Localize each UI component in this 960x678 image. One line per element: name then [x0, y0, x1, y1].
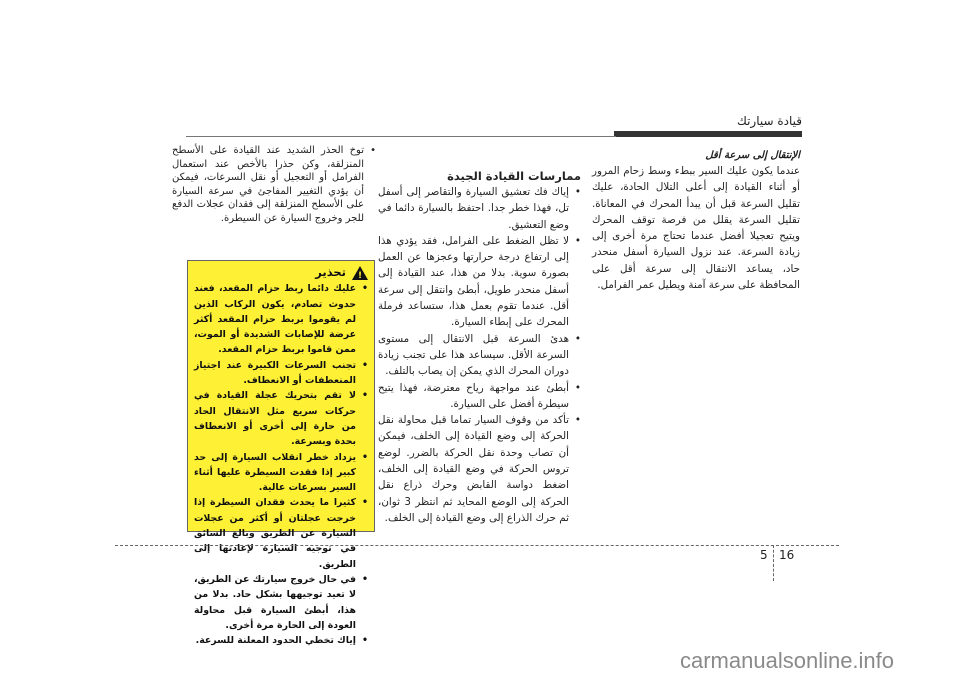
- good-driving-section: [378, 168, 581, 526]
- warning-item: • يزداد خطر انقلاب السيارة إلى حد كبير إذا فقدت السيطرة عليها أثناء السير بسرعات عالية.: [194, 450, 356, 496]
- warning-item: • كثيرا ما يحدث فقدان السيطرة إذا خرجت عجلتان أو أكثر من عجلات السيارة عن الطريق وبالغ السائق في توجيه السيارة لإعادتها إلى الطريق.: [194, 495, 356, 571]
- slippery-surface-section: [172, 144, 376, 225]
- list-item: • أبطئ عند مواجهة رياح معترضة، فهذا يتيح سيطرة أفضل على السيارة.: [378, 380, 569, 413]
- warning-triangle-icon: !: [352, 266, 368, 280]
- page-number: 16: [779, 548, 795, 562]
- warning-item: • إياك تخطي الحدود المعلنة للسرعة.: [194, 633, 356, 648]
- list-item: • تأكد من وقوف السيار تماما قبل محاولة نقل الحركة إلى وضع القيادة إلى الخلف، فيمكن أن تصاب وحدة نقل الحركة بالضرر. لوضع تروس الحركة في وضع القيادة إلى الخلف، اضغط دواسة القابض وحرك ذراع نقل الحركة إلى الوضع المحايد ثم انتظر 3 ثوان، ثم حرك الذراع إلى وضع القيادة إلى الخلف.: [378, 412, 569, 526]
- warning-item: • تجنب السرعات الكبيرة عند اجتياز المنعطفات أو الانعطاف.: [194, 358, 356, 389]
- footer-divider: [773, 545, 774, 581]
- section-title: قيادة سيارتك: [736, 114, 802, 128]
- warning-box: [187, 260, 375, 647]
- downshifting-text: عندما يكون عليك السير ببطء وسط زحام المرور أو أثناء القيادة إلى أعلى التلال الحادة، عليك تقليل السرعة قبل أن يبدأ المحرك في المعاناة. تقليل السرعة يقلل من فرصة توقف المحرك ويتيح تعجيلا أفضل عندما تحتاج مرة أخرى إلى زيادة السرعة. عند نزول السيارة أسفل منحدر حاد، يساعد الانتقال إلى سرعة أقل على المحافظة على سرعة آمنة ويطيل عمر الفرامل.: [592, 165, 800, 292]
- list-item: • إياك فك تعشيق السيارة والتقاصر إلى أسفل تل، فهذا خطر جدا. احتفظ بالسيارة دائما في وضع التعشيق.: [378, 184, 569, 233]
- good-driving-heading: ممارسات القيادة الجيدة: [447, 169, 581, 183]
- header-bar: [614, 131, 802, 137]
- list-item: • لا تظل الضغط على الفرامل، فقد يؤدي هذا إلى ارتفاع درجة حرارتها وعجزها عن العمل بصورة سوية. بدلا من هذا، عند القيادة إلى أسفل منحدر طويل، أبطئ وانتقل إلى سرعة أقل. عندما تقوم بعمل هذا، ستساعد فرملة المحرك على إبطاء السيارة.: [378, 233, 569, 331]
- warning-item: • لا تقم بتحريك عجلة القيادة في حركات سريع مثل الانتقال الحاد من حارة إلى أخرى أو الانعطاف بحدة وبسرعة.: [194, 388, 356, 449]
- downshifting-heading: الإنتقال إلى سرعة أقل: [705, 150, 800, 161]
- list-item: • توخ الحذر الشديد عند القيادة على الأسطح المنزلقة، وكن حذرا بالأخص عند استعمال الفرامل أو التعجيل أو نقل السرعات، فيمكن أن يؤدي التغيير المفاجئ في سرعة السيارة على الأسطح المنزلقة إلى فقدان عجلات الدفع للجر وخروج السيارة عن السيطرة.: [172, 144, 364, 225]
- watermark: carmanualsonline.info: [680, 648, 895, 673]
- downshifting-section: [592, 148, 800, 293]
- warning-title: تحذير: [315, 265, 346, 279]
- warning-item: • في حال خروج سيارتك عن الطريق، لا تعيد توجيهها بشكل حاد. بدلا من هذا، أبطئ السيارة قبل محاولة العودة إلى الحارة مرة أخرى.: [194, 572, 356, 633]
- warning-item: • عليك دائما ربط حزام المقعد، فعند حدوث تصادم، يكون الركاب الذين لم يقوموا بربط حزام المقعد أكثر عرضة للإصابات الشديدة أو الموت، ممن قاموا بربط حزام المقعد.: [194, 281, 356, 357]
- list-item: • هدئ السرعة قبل الانتقال إلى مستوى السرعة الأقل. سيساعد هذا على تجنب زيادة دوران المحرك الذي يمكن إن يصاب بالتلف.: [378, 331, 569, 380]
- footer-rule: [115, 545, 839, 546]
- header-rule: [186, 136, 616, 137]
- section-number: 5: [760, 548, 768, 562]
